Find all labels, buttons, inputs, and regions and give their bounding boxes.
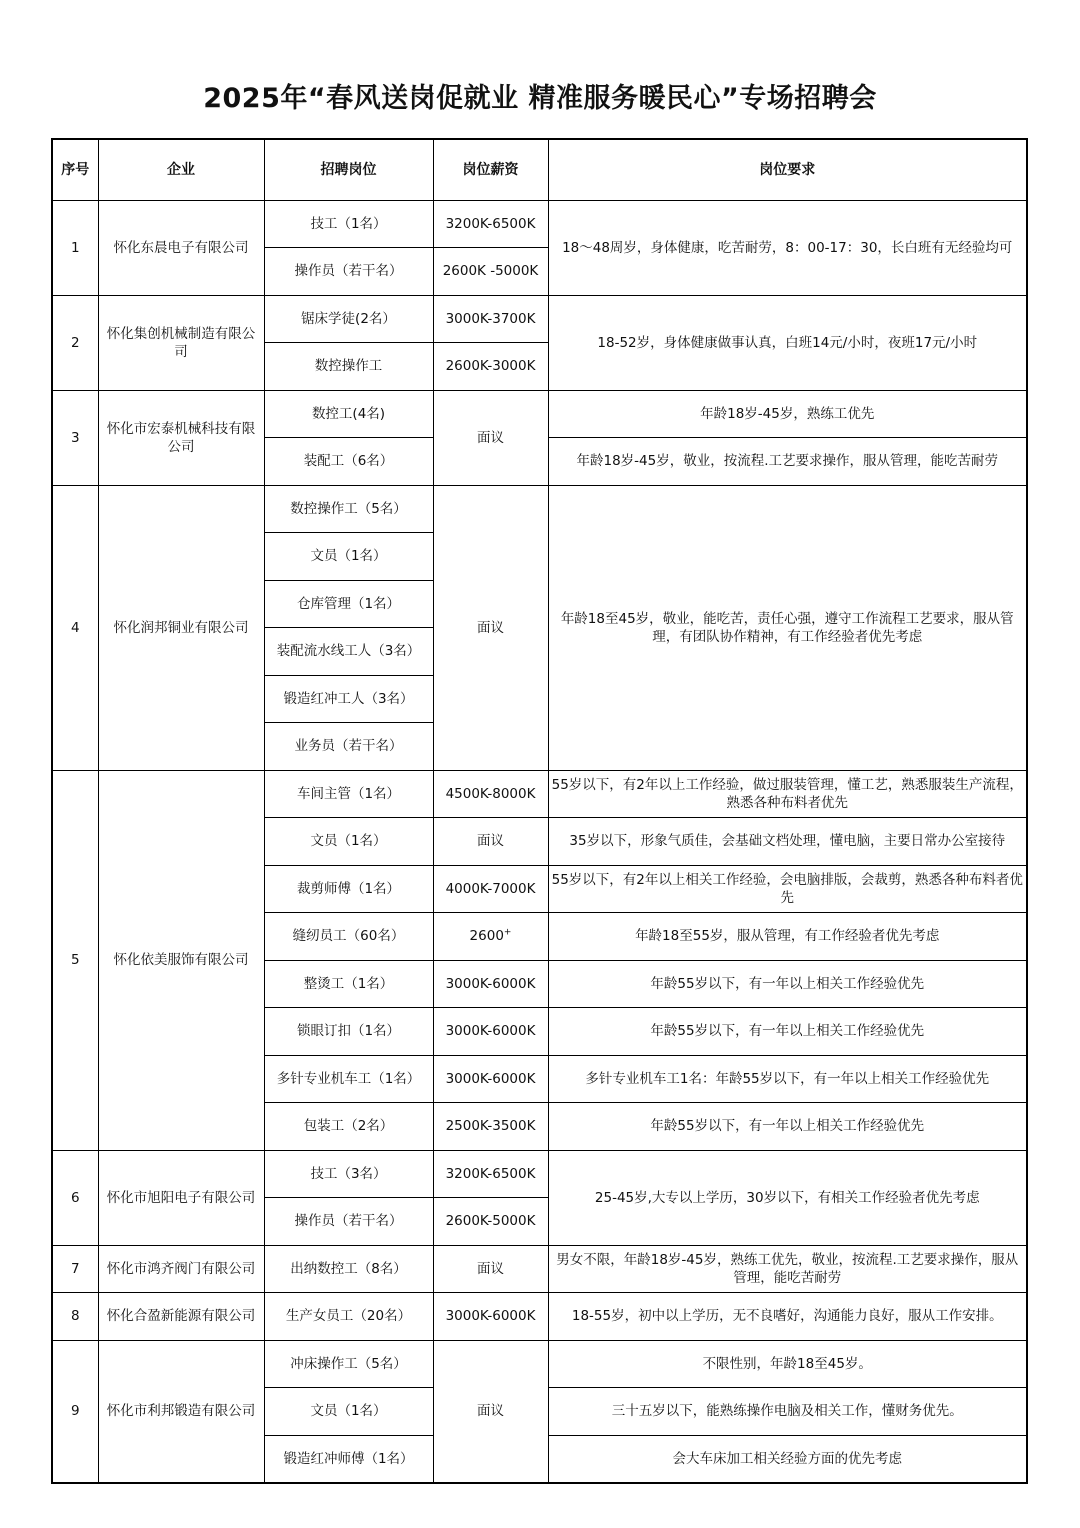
requirement: 年龄55岁以下，有一年以上相关工作经验优先	[548, 1008, 1027, 1056]
company-name: 怀化市利邦锻造有限公司	[98, 1340, 264, 1483]
header-row	[52, 139, 1027, 200]
requirement: 年龄18至55岁，服从管理，有工作经验者优先考虑	[548, 913, 1027, 961]
position-name: 仓库管理（1名）	[264, 580, 433, 628]
position-name: 业务员（若干名）	[264, 723, 433, 771]
salary: 4500K-8000K	[433, 770, 548, 818]
requirement: 55岁以下，有2年以上相关工作经验，会电脑排版，会裁剪，熟悉各种布料者优先	[548, 865, 1027, 913]
salary: 3000K-6000K	[433, 1008, 548, 1056]
position-name: 数控工(4名)	[264, 390, 433, 438]
header-requirement: 岗位要求	[548, 139, 1027, 200]
salary: 2600K -5000K	[433, 248, 548, 296]
requirement: 三十五岁以下，能熟练操作电脑及相关工作，懂财务优先。	[548, 1388, 1027, 1436]
salary: 2500K-3500K	[433, 1103, 548, 1151]
header-salary: 岗位薪资	[433, 139, 548, 200]
salary: 3000K-6000K	[433, 960, 548, 1008]
requirement: 18-55岁，初中以上学历，无不良嗜好，沟通能力良好，服从工作安排。	[548, 1293, 1027, 1341]
requirement: 年龄18岁-45岁，敬业，按流程.工艺要求操作，服从管理，能吃苦耐劳	[548, 438, 1027, 486]
table-row	[52, 1293, 1027, 1341]
position-name: 车间主管（1名）	[264, 770, 433, 818]
requirement: 年龄18岁-45岁，熟练工优先	[548, 390, 1027, 438]
position-name: 技工（1名）	[264, 200, 433, 248]
position-name: 锻造红冲工人（3名）	[264, 675, 433, 723]
row-index: 1	[52, 200, 98, 295]
requirement: 不限性别，年龄18至45岁。	[548, 1340, 1027, 1388]
row-index: 5	[52, 770, 98, 1150]
table-row	[52, 295, 1027, 343]
position-name: 装配工（6名）	[264, 438, 433, 486]
position-name: 整烫工（1名）	[264, 960, 433, 1008]
position-name: 锻造红冲师傅（1名）	[264, 1435, 433, 1483]
salary: 3000K-6000K	[433, 1293, 548, 1341]
requirement: 年龄55岁以下，有一年以上相关工作经验优先	[548, 960, 1027, 1008]
requirement: 18～48周岁，身体健康，吃苦耐劳，8：00-17：30，长白班有无经验均可	[548, 200, 1027, 295]
requirement: 多针专业机车工1名：年龄55岁以下，有一年以上相关工作经验优先	[548, 1055, 1027, 1103]
company-name: 怀化集创机械制造有限公司	[98, 295, 264, 390]
position-name: 文员（1名）	[264, 1388, 433, 1436]
position-name: 技工（3名）	[264, 1150, 433, 1198]
salary: 3200K-6500K	[433, 1150, 548, 1198]
position-name: 缝纫员工（60名）	[264, 913, 433, 961]
position-name: 操作员（若干名）	[264, 248, 433, 296]
company-name: 怀化依美服饰有限公司	[98, 770, 264, 1150]
position-name: 数控操作工	[264, 343, 433, 391]
salary: 面议	[433, 1340, 548, 1483]
row-index: 9	[52, 1340, 98, 1483]
company-name: 怀化市鸿齐阀门有限公司	[98, 1245, 264, 1293]
position-name: 装配流水线工人（3名）	[264, 628, 433, 676]
salary: 面议	[433, 485, 548, 770]
position-name: 锁眼订扣（1名）	[264, 1008, 433, 1056]
salary: 2600K-5000K	[433, 1198, 548, 1246]
salary: 面议	[433, 1245, 548, 1293]
table-row	[52, 200, 1027, 248]
position-name: 文员（1名）	[264, 818, 433, 866]
requirement: 年龄55岁以下，有一年以上相关工作经验优先	[548, 1103, 1027, 1151]
salary-plus-sup: +	[503, 927, 512, 938]
row-index: 3	[52, 390, 98, 485]
position-name: 出纳数控工（8名）	[264, 1245, 433, 1293]
salary: 面议	[433, 818, 548, 866]
requirement: 18-52岁，身体健康做事认真，白班14元/小时，夜班17元/小时	[548, 295, 1027, 390]
table-row	[52, 770, 1027, 818]
page-title: 2025年“春风送岗促就业 精准服务暖民心”专场招聘会	[203, 83, 877, 114]
salary: 4000K-7000K	[433, 865, 548, 913]
position-name: 裁剪师傅（1名）	[264, 865, 433, 913]
row-index: 7	[52, 1245, 98, 1293]
position-name: 冲床操作工（5名）	[264, 1340, 433, 1388]
position-name: 多针专业机车工（1名）	[264, 1055, 433, 1103]
company-name: 怀化市旭阳电子有限公司	[98, 1150, 264, 1245]
position-name: 生产女员工（20名）	[264, 1293, 433, 1341]
position-name: 数控操作工（5名）	[264, 485, 433, 533]
recruitment-table	[51, 138, 1028, 1484]
header-position: 招聘岗位	[264, 139, 433, 200]
salary-value: 2600	[469, 928, 504, 945]
requirement: 55岁以下，有2年以上工作经验，做过服装管理，懂工艺，熟悉服装生产流程，熟悉各种布料者优先	[548, 770, 1027, 818]
row-index: 2	[52, 295, 98, 390]
header-index: 序号	[52, 139, 98, 200]
table-row	[52, 1150, 1027, 1198]
row-index: 8	[52, 1293, 98, 1341]
table-row	[52, 390, 1027, 438]
position-name: 文员（1名）	[264, 533, 433, 581]
salary	[433, 913, 548, 961]
requirement: 年龄18至45岁，敬业，能吃苦，责任心强，遵守工作流程工艺要求，服从管理，有团队协作精神，有工作经验者优先考虑	[548, 485, 1027, 770]
salary: 3200K-6500K	[433, 200, 548, 248]
position-name: 操作员（若干名）	[264, 1198, 433, 1246]
company-name: 怀化润邦铜业有限公司	[98, 485, 264, 770]
position-name: 包装工（2名）	[264, 1103, 433, 1151]
row-index: 6	[52, 1150, 98, 1245]
header-company: 企业	[98, 139, 264, 200]
requirement: 25-45岁,大专以上学历，30岁以下，有相关工作经验者优先考虑	[548, 1150, 1027, 1245]
salary: 3000K-6000K	[433, 1055, 548, 1103]
salary: 面议	[433, 390, 548, 485]
table-row	[52, 485, 1027, 533]
row-index: 4	[52, 485, 98, 770]
company-name: 怀化东晨电子有限公司	[98, 200, 264, 295]
table-row	[52, 1340, 1027, 1388]
requirement: 男女不限，年龄18岁-45岁，熟练工优先，敬业，按流程.工艺要求操作，服从管理，能吃苦耐劳	[548, 1245, 1027, 1293]
company-name: 怀化合盈新能源有限公司	[98, 1293, 264, 1341]
requirement: 会大车床加工相关经验方面的优先考虑	[548, 1435, 1027, 1483]
table-row	[52, 1245, 1027, 1293]
salary: 3000K-3700K	[433, 295, 548, 343]
position-name: 锯床学徒(2名）	[264, 295, 433, 343]
company-name: 怀化市宏泰机械科技有限公司	[98, 390, 264, 485]
salary: 2600K-3000K	[433, 343, 548, 391]
requirement: 35岁以下，形象气质佳，会基础文档处理，懂电脑，主要日常办公室接待	[548, 818, 1027, 866]
